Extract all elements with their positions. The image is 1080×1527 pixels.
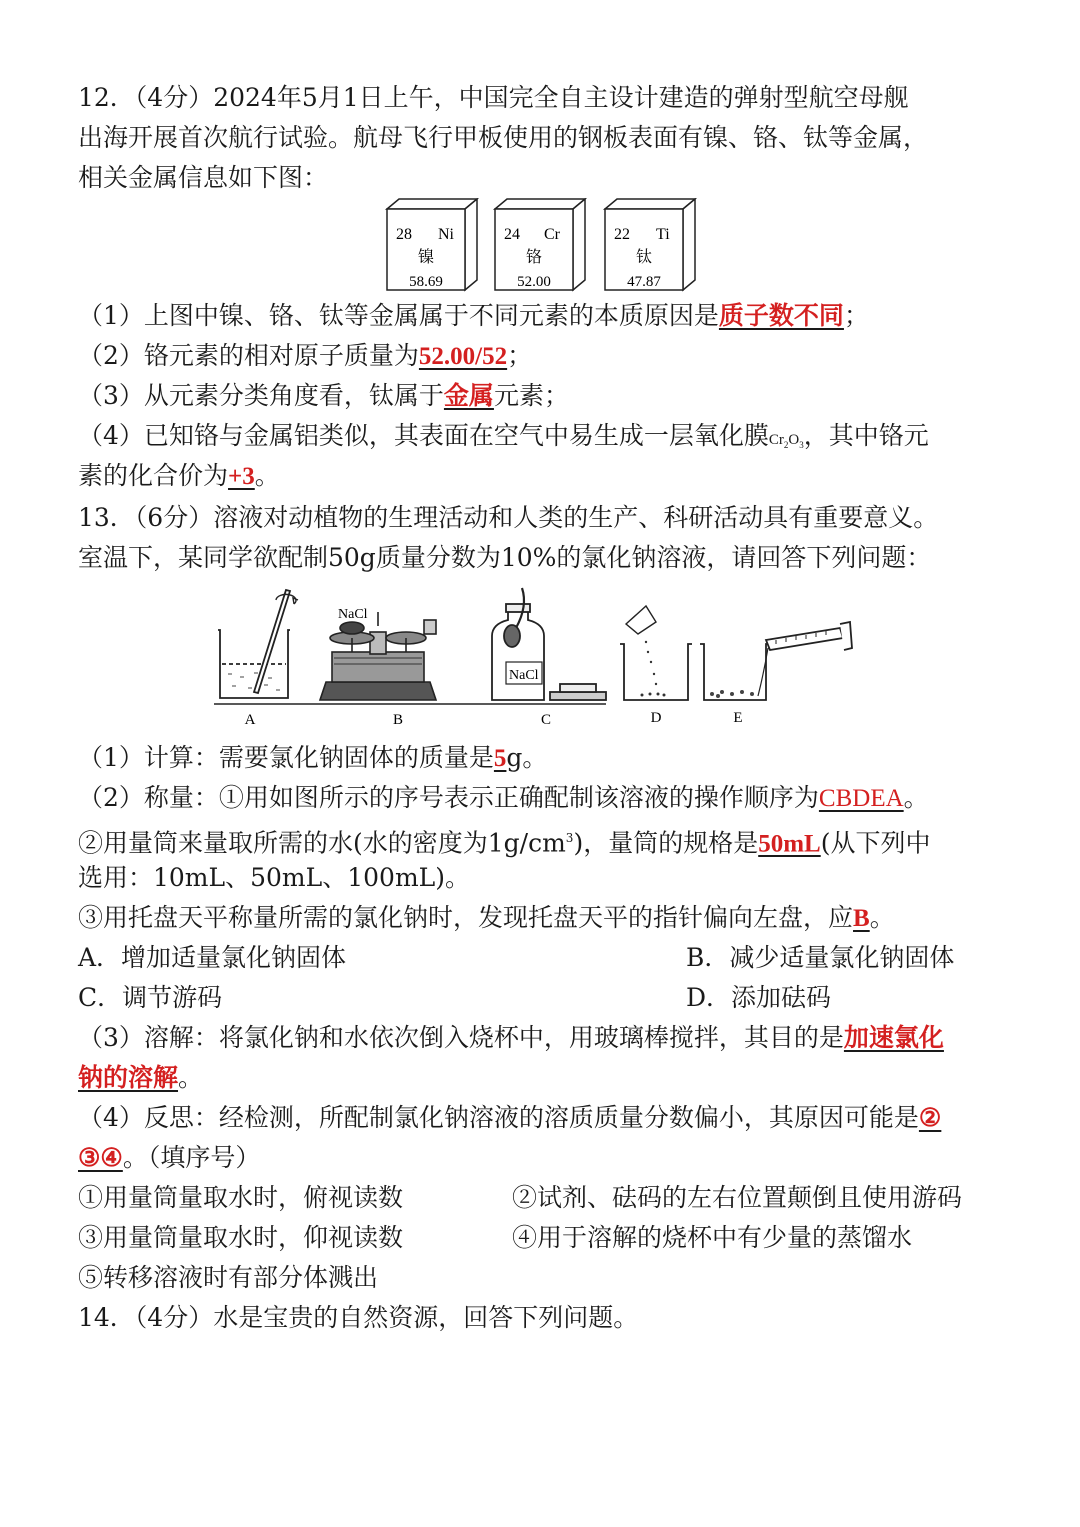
element-number: 28 [396, 226, 412, 243]
q13-choices-row2 [78, 978, 1008, 1018]
q12-part4-line1: （4）已知铬与金属铝类似，其表面在空气中易生成一层氧化膜$Cr_2O_3$，其中铬元 [78, 421, 929, 450]
q13-part3-line2: 钠的溶解。 [78, 1063, 204, 1092]
beaker-pouring-water-e [700, 622, 852, 700]
element-card-ti [605, 199, 695, 290]
answer-blank: ③④ [78, 1145, 123, 1172]
balance-b [320, 612, 436, 700]
lab-apparatus-figure [210, 582, 870, 732]
choice-b: B．减少适量氯化钠固体 [686, 943, 955, 972]
element-mass: 58.69 [409, 274, 443, 290]
element-number: 22 [614, 226, 630, 243]
element-card-cr [495, 199, 585, 290]
answer-blank: 钠的溶解 [78, 1065, 179, 1092]
answer-blank: 质子数不同 [718, 303, 844, 330]
element-cards-figure [380, 198, 700, 294]
q12-part1: （1）上图中镍、铬、钛等金属属于不同元素的本质原因是质子数不同； [78, 301, 869, 330]
choice-c: C．调节游码 [78, 983, 223, 1012]
q13-part3-line1: （3）溶解：将氯化钠和水依次倒入烧杯中，用玻璃棒搅拌，其目的是加速氯化 [78, 1023, 944, 1052]
element-mass: 47.87 [627, 274, 661, 290]
element-mass: 52.00 [517, 274, 551, 290]
reason-3: ③用量筒量取水时，仰视读数 [78, 1223, 404, 1252]
q13-part2: （2）称量：①用如图所示的序号表示正确配制该溶液的操作顺序为CBDEA。 [78, 783, 929, 812]
figure-label-a: A [244, 712, 256, 728]
nacl-label-bottle: NaCl [509, 668, 539, 683]
figure-label-d: D [650, 710, 662, 726]
element-name: 钛 [635, 249, 653, 266]
q13-part4-line2: ③④。（填序号） [78, 1143, 261, 1172]
reason-4: ④用于溶解的烧杯中有少量的蒸馏水 [512, 1223, 913, 1252]
choice-a: A．增加适量氯化钠固体 [78, 943, 347, 972]
q12-part3: （3）从元素分类角度看，钛属于金属元素； [78, 381, 569, 410]
reason-1: ①用量筒量取水时，俯视读数 [78, 1183, 404, 1212]
figure-label-c: C [540, 712, 552, 728]
element-symbol: Cr [544, 226, 560, 243]
element-symbol: Ti [656, 226, 670, 243]
element-name: 镍 [417, 249, 435, 266]
answer-blank: +3 [228, 463, 255, 490]
q13-part4-line1: （4）反思：经检测，所配制氯化钠溶液的溶质质量分数偏小，其原因可能是② [78, 1103, 942, 1132]
answer-blank: 加速氯化 [843, 1025, 944, 1052]
q13-reasons-row1 [78, 1178, 1008, 1218]
q12-header-line1: 12．（4分）2024年5月1日上午，中国完全自主设计建造的弹射型航空母舰 [78, 83, 909, 112]
q13-choices-row1 [78, 938, 1008, 978]
answer-blank: B [853, 905, 870, 932]
beaker-stirring-a [218, 590, 298, 698]
element-number: 24 [504, 226, 520, 243]
answer-blank: ② [918, 1105, 942, 1132]
q14-header: 14．（4分）水是宝贵的自然资源，回答下列问题。 [78, 1303, 639, 1332]
q13-part1: （1）计算：需要氯化钠固体的质量是5g。 [78, 743, 548, 772]
answer-blank: CBDEA [818, 785, 904, 812]
q13-part2b-line2: 选用：10mL、50mL、100mL)。 [78, 863, 471, 892]
nacl-label-balance: NaCl [338, 607, 368, 622]
q13-part2b-line1: ②用量筒来量取所需的水(水的密度为$1g/cm^3$)，量筒的规格是50mL(从下列中 [78, 828, 931, 858]
q13-reasons-row2 [78, 1218, 1008, 1258]
q13-header-line1: 13．（6分）溶液对动植物的生理活动和人类的生产、科研活动具有重要意义。 [78, 503, 939, 532]
choice-d: D．添加砝码 [686, 983, 832, 1012]
element-card-ni [387, 199, 477, 290]
q13-part2c: ③用托盘天平称量所需的氯化钠时，发现托盘天平的指针偏向左盘，应B。 [78, 903, 895, 932]
chemical-formula: $Cr_2O_3$ [768, 432, 804, 450]
q13-header-line2: 室温下，某同学欲配制50g质量分数为10%的氯化钠溶液，请回答下列问题： [78, 543, 932, 572]
beaker-pouring-solid-d [620, 606, 692, 700]
answer-blank: 金属 [443, 383, 494, 410]
figure-label-b: B [392, 712, 404, 728]
reagent-bottle-c [492, 588, 606, 700]
figure-label-e: E [733, 710, 743, 726]
reason-2: ②试剂、砝码的左右位置颠倒且使用游码 [512, 1183, 963, 1212]
element-symbol: Ni [438, 226, 454, 243]
element-name: 铬 [525, 249, 543, 266]
reason-5: ⑤转移溶液时有部分体溅出 [78, 1263, 379, 1292]
q12-part2: （2）铬元素的相对原子质量为52.00/52； [78, 341, 533, 370]
q12-header-line3: 相关金属信息如下图： [78, 163, 329, 192]
q12-part4-line2: 素的化合价为+3。 [78, 461, 280, 490]
answer-blank: 5 [493, 745, 507, 772]
answer-blank: 52.00/52 [418, 343, 508, 370]
q12-header-line2: 出海开展首次航行试验。航母飞行甲板使用的钢板表面有镍、铬、钛等金属， [78, 123, 929, 152]
answer-blank: 50mL [758, 830, 821, 858]
